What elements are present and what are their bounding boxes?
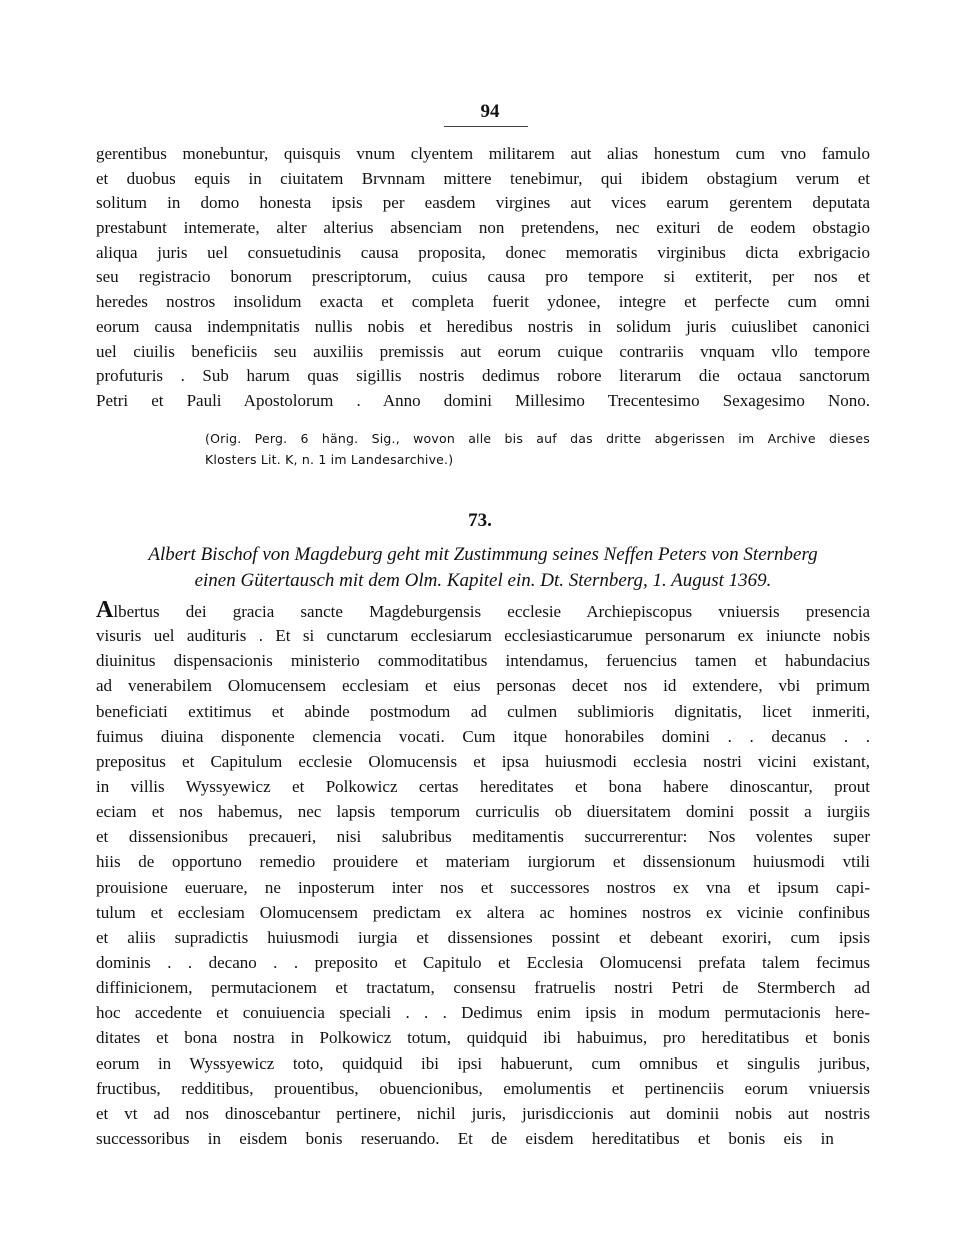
text-line: eorum in Wyssyewicz toto, quidquid ibi ipsi habuerunt, cum omnibus et singulis juribus, bbox=[96, 1053, 870, 1073]
text-line: prestabunt intemerate, alter alterius absenciam non pretendens, nec exituri de eodem obstagio bbox=[96, 218, 870, 238]
text-line: gerentibus monebuntur, quisquis vnum clyentem militarem aut alias honestum cum vno famulo bbox=[96, 144, 870, 163]
text-line: beneficiati extitimus et abinde postmodum ad culmen sublimioris dignitatis, licet inmeriti, bbox=[96, 701, 870, 721]
text-line: fuimus diuina disponente clemencia vocati. Cum itque honorabiles domini . . decanus . . bbox=[96, 726, 870, 746]
source-note bbox=[205, 428, 870, 470]
text-line: aliqua juris uel consuetudinis causa proposita, donec memoratis virginibus dicta exbrigacio bbox=[96, 242, 870, 262]
text-line: solitum in domo honesta ipsis per easdem virgines aut vices earum gerentem deputata bbox=[96, 193, 870, 213]
text-line: diuinitus dispensacionis ministerio commoditatibus intendamus, feruencius tamen et habundacius bbox=[96, 651, 870, 671]
text-line: tulum et ecclesiam Olomucensem predictam ex altera ac homines nostros ex vicinie confinibus bbox=[96, 902, 870, 922]
first-line-text: lbertus dei gracia sancte Magdeburgensis ecclesie Archiepiscopus vniuersis presencia bbox=[113, 602, 870, 621]
text-line: eorum causa indempnitatis nullis nobis et heredibus nostris in solidum juris cuiuslibet canonici bbox=[96, 316, 870, 336]
heading-line: einen Gütertausch mit dem Olm. Kapitel ein. Dt. Sternberg, 1. August 1369. bbox=[194, 570, 772, 591]
text-line: et aliis supradictis huiusmodi iurgia et dissensiones possint et debeant exoriri, cum ipsis bbox=[96, 927, 870, 947]
text-line: eciam et nos habemus, nec lapsis temporum curriculis ob diuersitatem domini possit a iurgiis bbox=[96, 802, 870, 822]
text-line: diffinicionem, permutacionem et tractatum, consensu fratruelis nostri Petri de Stermberch ad bbox=[96, 978, 870, 998]
text-line: hiis de opportuno remedio prouidere et materiam iurgiorum et dissensionum huiusmodi vtili bbox=[96, 852, 870, 872]
charter-paragraph bbox=[96, 598, 870, 1151]
text-line: fructibus, redditibus, prouentibus, obuencionibus, emolumentis et pertinenciis eorum vniuersis bbox=[96, 1078, 870, 1098]
initial-letter: A bbox=[96, 598, 114, 623]
text-line: et duobus equis in ciuitatem Brvnnam mittere tenebimur, qui ibidem obstagium verum et bbox=[96, 168, 870, 188]
text-line: heredes nostros insolidum exacta et completa fuerit ydonee, integre et perfecte cum omni bbox=[96, 292, 870, 312]
page-number: 94 bbox=[480, 101, 500, 122]
text-line: visuris uel audituris . Et si cunctarum ecclesiarum ecclesiasticarumue personarum ex iniuncte nobis bbox=[96, 626, 870, 646]
text-line: prouisione eueruare, ne inposterum inter nos et successores nostros ex vna et ipsum capi- bbox=[96, 877, 870, 897]
header-rule bbox=[444, 126, 528, 127]
note-line: Klosters Lit. K, n. 1 im Landesarchive.) bbox=[205, 452, 454, 467]
document-number: 73. bbox=[468, 510, 492, 531]
text-line: successoribus in eisdem bonis reseruando. Et de eisdem hereditatibus et bonis eis in bbox=[96, 1128, 834, 1148]
text-line: in villis Wyssyewicz et Polkowicz certas hereditates et bona habere dinoscantur, prout bbox=[96, 776, 870, 796]
text-line: uel ciuilis beneficiis seu auxiliis premissis aut eorum cuique contrariis vnquam vllo tempore bbox=[96, 341, 870, 361]
text-line: profuturis . Sub harum quas sigillis nostris dedimus robore literarum die octaua sanctorum bbox=[96, 366, 870, 386]
text-line: hoc accedente et conuiuencia speciali . . . Dedimus enim ipsis in modum permutacionis here- bbox=[96, 1003, 870, 1023]
text-line: ditates et bona nostra in Polkowicz totum, quidquid ibi habuimus, pro hereditatibus et bonis bbox=[96, 1028, 870, 1048]
charter-paragraph-continued bbox=[96, 142, 870, 414]
text-line: dominis . . decano . . preposito et Capitulo et Ecclesia Olomucensi prefata talem fecimus bbox=[96, 952, 870, 972]
text-line: et dissensionibus precaueri, nisi salubribus meditamentis succurrerentur: Nos volentes super bbox=[96, 827, 870, 847]
text-line: seu registracio bonorum prescriptorum, cuius causa pro tempore si extiterit, per nos et bbox=[96, 267, 870, 287]
text-line: prepositus et Capitulum ecclesie Olomucensis et ipsa huiusmodi ecclesia nostri vicini existant, bbox=[96, 751, 870, 771]
text-line: Petri et Pauli Apostolorum . Anno domini Millesimo Trecentesimo Sexagesimo Nono. bbox=[96, 390, 870, 410]
note-line: (Orig. Perg. 6 häng. Sig., wovon alle bis auf das dritte abgerissen im Archive dieses bbox=[205, 431, 870, 446]
document-heading bbox=[96, 542, 870, 594]
text-line: ad venerabilem Olomucensem ecclesiam et eius personas decet nos id extendere, vbi primum bbox=[96, 676, 870, 696]
text-line: et vt ad nos dinoscebantur pertinere, nichil juris, jurisdiccionis aut dominii nobis aut nostris bbox=[96, 1103, 870, 1123]
first-text-line bbox=[96, 598, 870, 623]
heading-line: Albert Bischof von Magdeburg geht mit Zustimmung seines Neffen Peters von Sternberg bbox=[148, 544, 818, 565]
